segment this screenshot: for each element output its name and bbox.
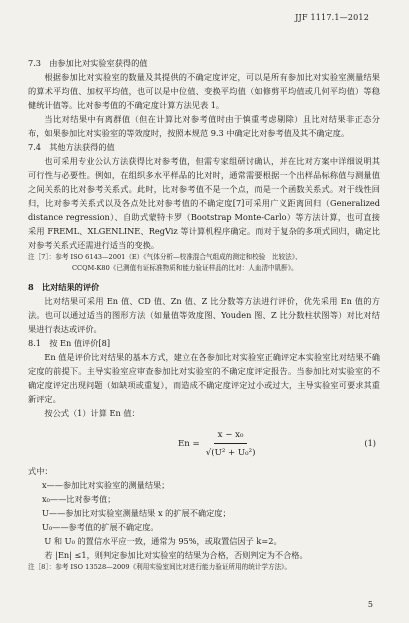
page-header: JJF 1117.1—2012	[295, 13, 369, 22]
definition-u0: U₀——参考值的扩展不确定度。	[42, 522, 159, 532]
formula-1	[28, 426, 380, 460]
note-8: 注［8］：参考 ISO 13528—2009《利用实验室间比对进行能力验证所用的统计学方法》。	[28, 563, 292, 571]
judgment-criterion-text: 若 |En| ≤1，则判定参加比对实验室的结果为合格，否则判定为不合格。	[44, 550, 308, 560]
section-8-paragraph-1: 比对结果可采用 En 值、CD 值、Zn 值、Z 比分数等方法进行评价，优先采用 En 值的方法。也可以通过适当的图形方法（如量值等效度图、Youden 图、Z 比分数柱状图等）对比对结果进行表达或评价。	[28, 296, 380, 334]
note-7	[28, 252, 380, 274]
definition-u: U——参加比对实验室测量结果 x 的扩展不确定度；	[42, 508, 231, 518]
where-label: 式中：	[28, 466, 53, 476]
note-7-line-2: CCQM-K80《已测值有证标准物质和能力验证样品的比对：人血清中肌酐》。	[72, 264, 298, 272]
formula-fraction	[206, 428, 256, 460]
formula-lhs: En =	[178, 439, 200, 449]
page-number: 5	[367, 600, 373, 609]
note-7-line-1: 注［7］：参考 ISO 6143—2001（E）《气体分析—校准混合气组成的测定和校验 比较法》、	[28, 253, 302, 261]
page-content	[28, 56, 380, 573]
formula-number: (1)	[364, 438, 376, 448]
confidence-level-text: U 和 U₀ 的置信水平应一致，通常为 95%，或取置信因子 k=2。	[44, 536, 282, 546]
formula-denominator: √(U² + U₀²)	[205, 448, 256, 458]
section-7-4-paragraph-1: 也可采用专业公认方法获得比对参考值，但需专家组研讨确认，并在比对方案中详细说明其可行性与必要性。例如，在组织多水平样品的比对时，通常需要根据一个出样品标称值与测量值之间关系的比对参考关系式。此时，比对参考值不是一个点，而是一个函数关系式。对于线性回归，比对参考关系式以及各点处比对参考值的不确定度[7]可采用广义距离回归（Generalized distance regression）、自助式蒙特卡罗（Bootstrap Monte-Carlo）等方法计算，也可直接采用 FREML、XLGENLINE、RegViz 等计算机程序确定。而对于复杂的多项式回归，确定比对参考关系式还需进行适当的变换。	[28, 156, 380, 250]
section-7-3-paragraph-1: 根据参加比对实验室的数量及其提供的不确定度评定，可以是所有参加比对实验室测量结果的算术平均值、加权平均值，也可以是中位值、变换平均值（如修剪平均值或几何平均值）等稳健统计值等。比对参考值的不确定度计算方法见表 1。	[28, 72, 380, 110]
section-8-1-paragraph-1: En 值是评价比对结果的基本方式，建立在各参加比对实验室正确评定本实验室比对结果不确定度的前提下。主导实验室应审查参加比对实验室的不确定度评定报告。当参加比对实验室的不确定度评定出现问题（如缺项或重复），而造成不确定度评定过小或过大，主导实验室可要求其重新评定。	[28, 352, 380, 404]
section-7-3-paragraph-2: 当比对结果中有离群值（但在计算比对参考值时由于慎重考虑剔除）且比对结果非正态分布，如果参加比对实验室的等效度时，按照本规范 9.3 中确定比对参考值及其不确定度。	[28, 114, 380, 138]
section-7-3-heading: 7.3 由参加比对实验室获得的值	[28, 58, 148, 68]
definition-x: x——参加比对实验室的测量结果；	[42, 480, 170, 490]
section-7-4-heading: 7.4 其他方法获得的值	[28, 142, 115, 152]
section-8-heading: 8 比对结果的评价	[28, 282, 100, 292]
section-8-1-paragraph-2: 按公式（1）计算 En 值：	[44, 408, 140, 418]
definition-x0: x₀——比对参考值；	[42, 494, 116, 504]
section-8-1-heading: 8.1 按 En 值评价[8]	[28, 338, 111, 348]
formula-expression	[178, 428, 255, 460]
formula-numerator: x − x₀	[214, 428, 248, 444]
